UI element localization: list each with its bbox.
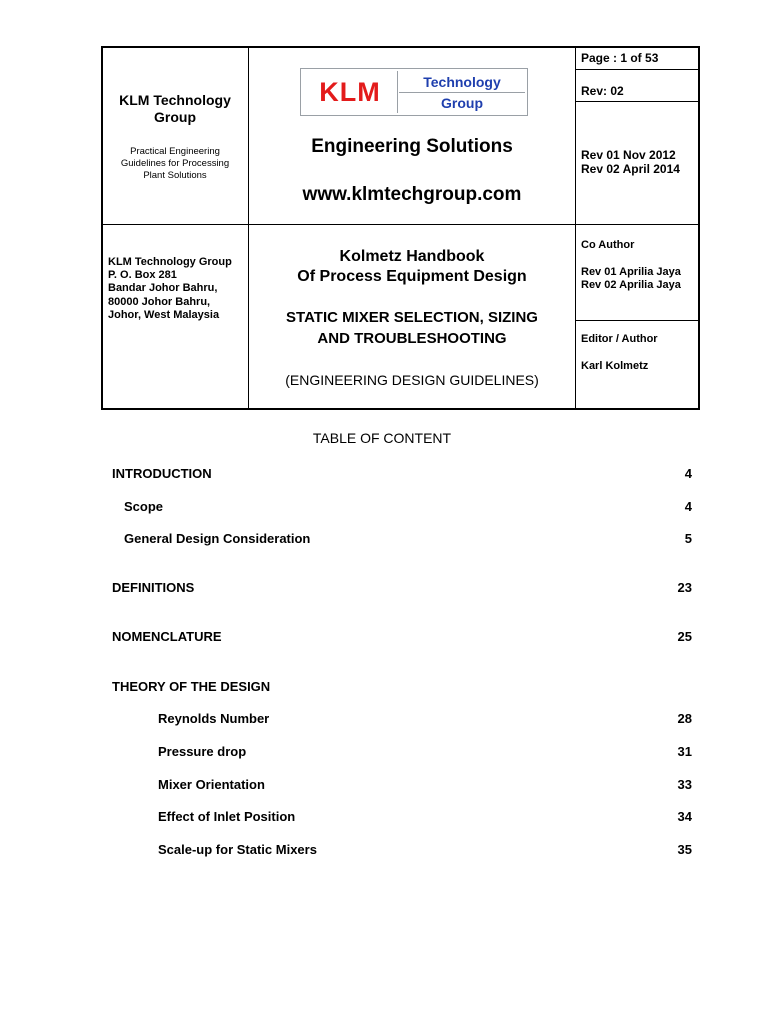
document-title-line2: AND TROUBLESHOOTING: [317, 330, 507, 347]
revision-history-line: Rev 02 April 2014: [581, 162, 680, 176]
klm-logo: [300, 68, 528, 116]
handbook-title: Kolmetz Handbook: [339, 248, 485, 265]
company-name-line1: KLM Technology: [119, 92, 231, 108]
toc-item-mixer-orientation[interactable]: Mixer Orientation: [158, 777, 265, 792]
company-address: [108, 256, 248, 322]
toc-item-scope[interactable]: Scope: [124, 499, 164, 514]
toc-item-nomenclature[interactable]: NOMENCLATURE: [112, 629, 222, 644]
engineering-solutions: Engineering Solutions: [311, 136, 513, 157]
revision: Rev: 02: [581, 84, 624, 98]
tagline-line: Practical Engineering: [130, 146, 220, 157]
company-tagline: [103, 146, 247, 182]
co-author-line: Rev 02 Aprilia Jaya: [581, 279, 681, 291]
tagline-line: Guidelines for Processing: [120, 158, 230, 169]
toc-item-inlet-position[interactable]: Effect of Inlet Position: [158, 809, 296, 824]
toc-page: 31: [677, 744, 692, 759]
toc-page: 35: [677, 842, 692, 857]
co-author-line: Rev 01 Aprilia Jaya: [581, 266, 681, 278]
toc-page: 23: [677, 580, 692, 595]
company-name-line2: Group: [154, 109, 196, 125]
editor-name: Karl Kolmetz: [581, 360, 649, 372]
header-row-divider: [101, 224, 700, 225]
logo-group-text: Group: [441, 95, 483, 111]
logo-klm-text: KLM: [303, 71, 398, 113]
document-subtitle: (ENGINEERING DESIGN GUIDELINES): [285, 372, 539, 388]
address-line: Johor, West Malaysia: [108, 308, 220, 321]
toc-page: 25: [677, 629, 692, 644]
toc-item-reynolds[interactable]: Reynolds Number: [158, 711, 270, 726]
toc-item-pressure-drop[interactable]: Pressure drop: [158, 744, 247, 759]
author-cell-divider: [575, 320, 700, 321]
editor-label: Editor / Author: [581, 333, 658, 345]
co-author-list: [581, 266, 681, 292]
toc-page: 34: [677, 809, 692, 824]
handbook-subtitle: Of Process Equipment Design: [297, 268, 527, 285]
revision-history-line: Rev 01 Nov 2012: [581, 148, 676, 162]
header-divider-left: [248, 46, 249, 410]
toc-page: 5: [684, 531, 692, 546]
address-line: 80000 Johor Bahru,: [108, 295, 211, 308]
toc-item-general-design[interactable]: General Design Consideration: [124, 531, 311, 546]
toc-page: 4: [684, 466, 692, 481]
toc-page: 28: [677, 711, 692, 726]
tagline-line: Plant Solutions: [143, 170, 207, 181]
address-line: KLM Technology Group: [108, 256, 232, 268]
address-line: P. O. Box 281: [108, 269, 177, 282]
toc-item-scale-up[interactable]: Scale-up for Static Mixers: [158, 842, 317, 857]
toc-item-definitions[interactable]: DEFINITIONS: [112, 580, 195, 595]
address-line: Bandar Johor Bahru,: [108, 282, 218, 295]
page-cell-divider: [575, 69, 700, 70]
toc-item-introduction[interactable]: INTRODUCTION: [112, 466, 212, 481]
company-name: [103, 92, 247, 126]
document-title-line1: STATIC MIXER SELECTION, SIZING: [286, 309, 538, 326]
toc-page: 4: [684, 499, 692, 514]
co-author-label: Co Author: [581, 239, 635, 251]
revision-history: [581, 148, 680, 176]
toc-item-theory[interactable]: THEORY OF THE DESIGN: [112, 679, 271, 694]
rev-cell-divider: [575, 101, 700, 102]
logo-technology-text: Technology: [399, 71, 525, 93]
page-number: Page : 1 of 53: [581, 51, 659, 65]
website: www.klmtechgroup.com: [302, 184, 522, 205]
toc-page: 33: [677, 777, 692, 792]
toc-title: TABLE OF CONTENT: [312, 430, 452, 446]
